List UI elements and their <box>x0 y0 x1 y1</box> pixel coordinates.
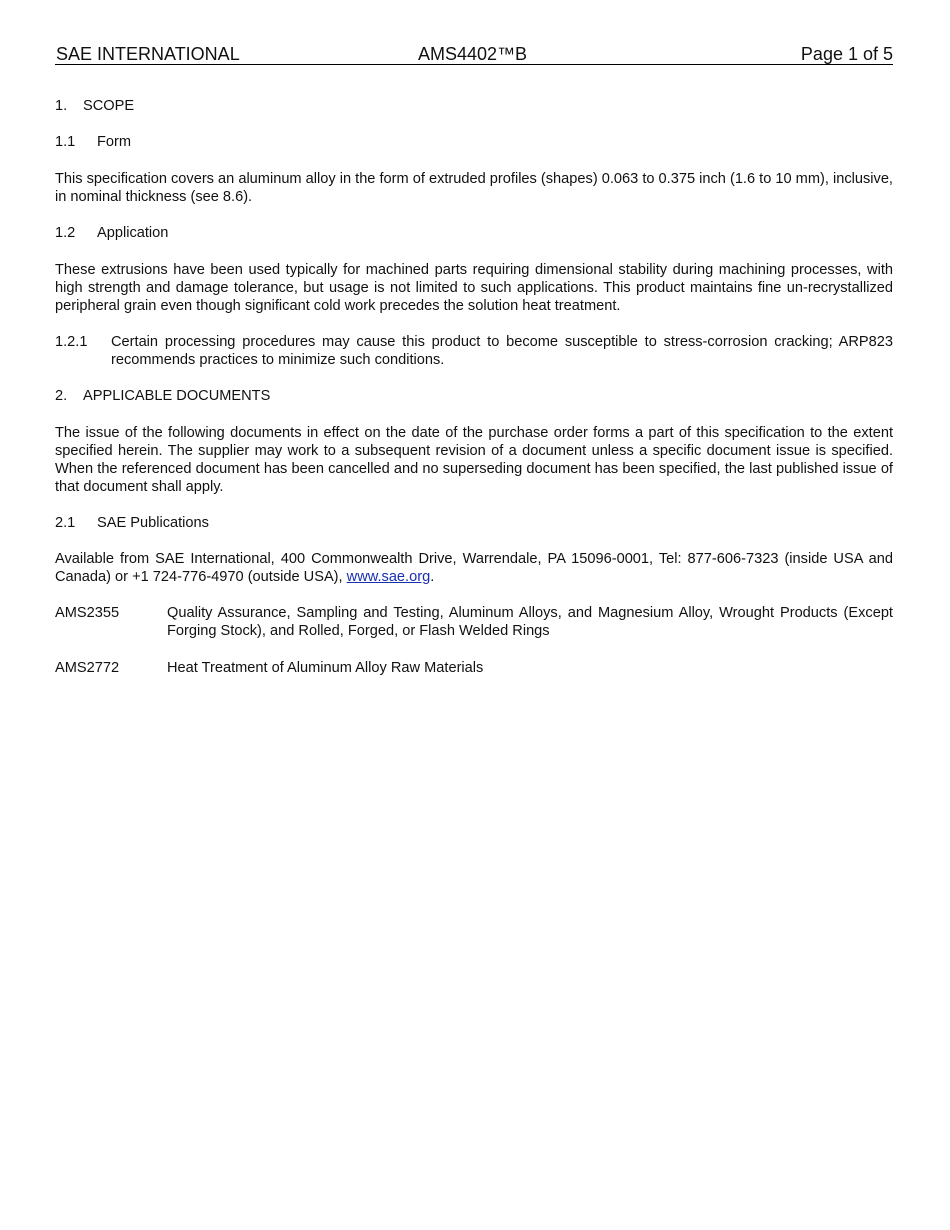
section-number: 1. <box>55 98 68 114</box>
section-1-heading <box>55 97 135 115</box>
section-1-2-heading <box>55 224 169 242</box>
sae-website-link[interactable]: www.sae.org <box>346 569 431 585</box>
document-reference <box>55 659 893 677</box>
header-page-number: Page 1 of 5 <box>800 44 893 64</box>
section-title: SAE Publications <box>97 515 209 531</box>
section-number: 2.1 <box>55 515 76 531</box>
section-title: APPLICABLE DOCUMENTS <box>83 388 271 404</box>
section-title: SCOPE <box>83 98 135 114</box>
section-2-1-heading <box>55 514 209 532</box>
section-2-1-paragraph <box>55 550 893 586</box>
availability-text-end: . <box>430 569 435 585</box>
section-number: 2. <box>55 388 68 404</box>
document-code: AMS2772 <box>55 660 120 676</box>
availability-text: Available from SAE International, 400 Commonwealth Drive, Warrendale, PA 15096-0001, Tel: 877-606-7323 (inside USA and Canada) or +1 724-776-4970 (outside USA), <box>55 551 893 585</box>
document-page <box>55 0 893 1230</box>
section-1-1-heading <box>55 133 132 151</box>
page-header <box>55 44 893 65</box>
section-number: 1.2.1 <box>55 334 88 350</box>
section-2-heading <box>55 387 271 405</box>
section-title: Form <box>97 134 132 150</box>
section-1-2-1-paragraph: Certain processing procedures may cause this product to become susceptible to stress-corrosion cracking; ARP823 recommends practices to minimize such conditions. <box>111 334 893 368</box>
document-code: AMS2355 <box>55 605 120 621</box>
document-title: Quality Assurance, Sampling and Testing, Aluminum Alloys, and Magnesium Alloy, Wrought Products (Except Forging Stock), and Rolled, Forged, or Flash Welded Rings <box>167 605 893 639</box>
document-reference <box>55 604 893 640</box>
section-1-1-paragraph: This specification covers an aluminum alloy in the form of extruded profiles (shapes) 0.063 to 0.375 inch (1.6 to 10 mm), inclusive, in nominal thickness (see 8.6). <box>55 171 893 205</box>
header-doc-number: AMS4402™B <box>418 44 528 64</box>
section-number: 1.2 <box>55 225 76 241</box>
section-1-2-1 <box>55 333 893 369</box>
section-2-paragraph: The issue of the following documents in effect on the date of the purchase order forms a part of this specification to the extent specified herein. The supplier may work to a subsequent revision of a document unless a specific document issue is specified. When the referenced document has been cancelled and no superseding document has been specified, the last published issue of that document shall apply. <box>55 425 893 495</box>
section-title: Application <box>97 225 169 241</box>
section-number: 1.1 <box>55 134 76 150</box>
header-org: SAE INTERNATIONAL <box>56 44 240 64</box>
section-1-2-paragraph: These extrusions have been used typically for machined parts requiring dimensional stability during machining processes, with high strength and damage tolerance, but usage is not limited to such applications. This product maintains fine un-recrystallized peripheral grain even though significant cold work precedes the solution heat treatment. <box>55 262 893 314</box>
document-title: Heat Treatment of Aluminum Alloy Raw Materials <box>167 660 484 676</box>
